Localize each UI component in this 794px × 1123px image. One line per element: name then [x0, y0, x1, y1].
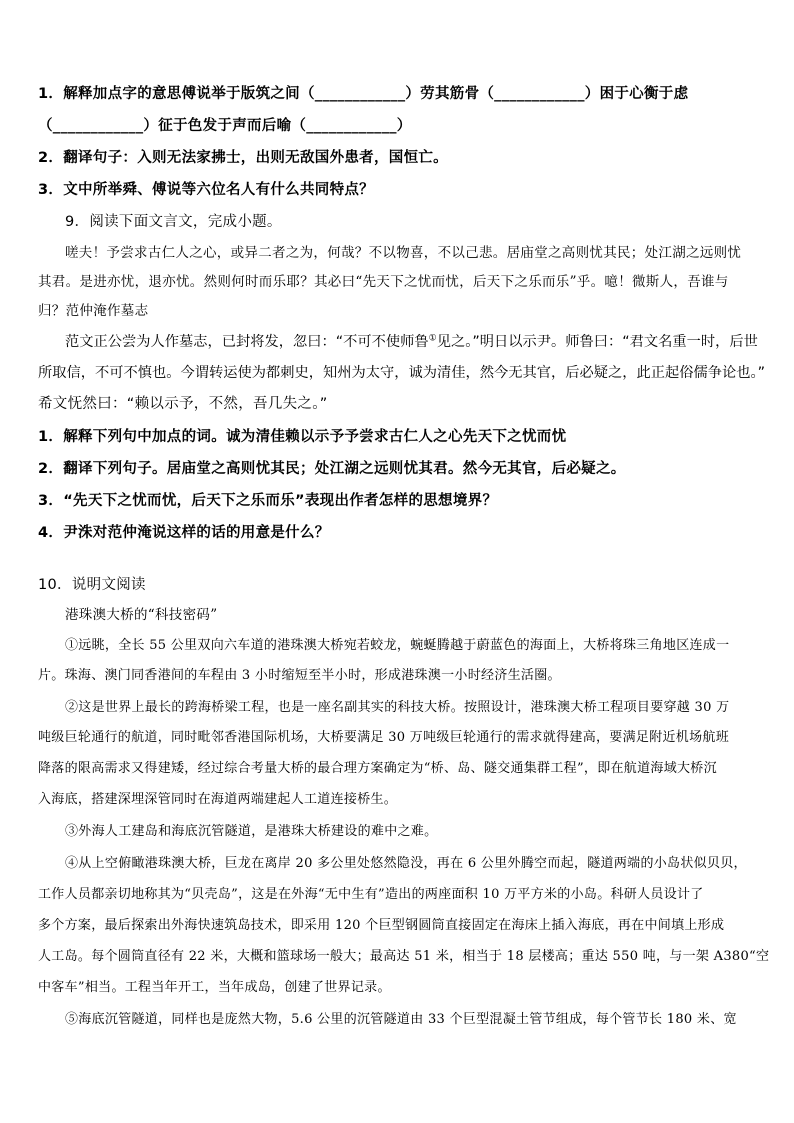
article-line: 吨级巨轮通行的航道，同时毗邻香港国际机场，大桥要满足 30 万吨级巨轮通行的需求就得建高，要满足附近机场航班	[38, 730, 730, 745]
article-line: 片。珠海、澳门同香港间的车程由 3 小时缩短至半小时，形成港珠澳一小时经济生活圈。	[38, 668, 561, 683]
article-line: ③外海人工建岛和海底沉管隧道，是港珠大桥建设的难中之难。	[65, 824, 438, 839]
article-line: 入海底，搭建深埋深管同时在海道两端建起人工道连接桥生。	[38, 792, 398, 807]
q9-question: 2．翻译下列句子。居庙堂之高则忧其民；处江湖之远则忧其君。然今无其官，后必疑之。	[38, 461, 626, 477]
passage2-text: 范文正公尝为人作墓志，已封将发，忽曰：“不可不使师鲁	[65, 334, 429, 350]
q9-question: 4．尹洙对范仲淹说这样的话的用意是什么？	[38, 525, 330, 541]
q9-question: 3．“先天下之忧而忧，后天下之乐而乐”表现出作者怎样的思想境界？	[38, 493, 498, 509]
q9-passage2-line2: 所取信，不可不慎也。今谓转运使为都刺史，知州为太守，诚为清佳，然今无其官，后必疑之，此正起俗儒争论也。”	[38, 365, 766, 381]
q9-question: 1．解释下列句中加点的词。诚为清佳赖以示予予尝求古仁人之心先天下之忧而忧	[38, 429, 567, 445]
q9-passage1-line: 归？范仲淹作墓志	[38, 303, 149, 319]
q8-item2: 2．翻译句子：入则无法家拂士，出则无敌国外患者，国恒亡。	[38, 150, 448, 166]
passage2-text: 见之。”明日以示尹。师鲁曰：“君文名重一时，后世	[436, 334, 758, 350]
q8-item3: 3．文中所举舜、傅说等六位名人有什么共同特点？	[38, 182, 374, 198]
article-line: ②这是世界上最长的跨海桥梁工程，也是一座名副其实的科技大桥。按照设计，港珠澳大桥工程项目要穿越 30 万	[65, 700, 730, 715]
q9-heading: 9．阅读下面文言文，完成小题。	[65, 214, 282, 230]
q9-passage1-line: 嗟夫！予尝求古仁人之心，或异二者之为，何哉？不以物喜，不以己悲。居庙堂之高则忧其民；处江湖之远则忧	[65, 245, 742, 261]
article-line: ⑤海底沉管隧道，同样也是庞然大物，5.6 公里的沉管隧道由 33 个巨型混凝土管节组成，每个管节长 180 米、宽	[65, 1012, 737, 1027]
article-line: 降落的限高需求又得建矮，经过综合考量大桥的最合理方案确定为“桥、岛、隧交通集群工程”，即在航道海域大桥沉	[38, 761, 717, 776]
article-line: ④从上空俯瞰港珠澳大桥，巨龙在离岸 20 多公里处悠然隐没，再在 6 公里外腾空而起，隧道两端的小岛状似贝贝，	[65, 856, 747, 871]
q8-item1-line2: （____________）征于色发于声而后喻（____________）	[38, 118, 412, 134]
q9-passage2-line1	[65, 331, 758, 351]
q9-passage1-line: 其君。是进亦忧，退亦忧。然则何时而乐耶？其必曰“先天下之忧而忧，后天下之乐而乐”乎。噫！微斯人，吾谁与	[38, 274, 729, 290]
article-line: 人工岛。每个圆筒直径有 22 米，大概和篮球场一般大；最高达 51 米，相当于 18 层楼高；重达 550 吨，与一架 A380“空	[38, 949, 770, 964]
article-title: 港珠澳大桥的“科技密码”	[65, 607, 218, 623]
article-line: 工作人员都亲切地称其为“贝壳岛”，这是在外海“无中生有”造出的两座面积 10 万平方米的小岛。科研人员设计了	[38, 887, 704, 902]
q10-heading: 10．说明文阅读	[38, 577, 146, 593]
article-line: 中客车”相当。工程当年开工，当年成岛，创建了世界记录。	[38, 980, 391, 995]
article-line: ①远眺，全长 55 公里双向六车道的港珠澳大桥宛若蛟龙，蜿蜒腾越于蔚蓝色的海面上，大桥将珠三角地区连成一	[65, 638, 730, 653]
article-line: 多个方案，最后探索出外海快速筑岛技术，即采用 120 个巨型钢圆筒直接固定在海床上插入海底，再在中间填上形成	[38, 918, 725, 933]
q8-item1-line1: 1．解释加点字的意思傅说举于版筑之间（____________）劳其筋骨（____________）困于心衡于虑	[38, 86, 689, 102]
q9-passage2-line3: 希文怃然曰：“赖以示予，不然，吾几失之。”	[38, 396, 328, 412]
footnote-marker: ①	[428, 333, 437, 344]
